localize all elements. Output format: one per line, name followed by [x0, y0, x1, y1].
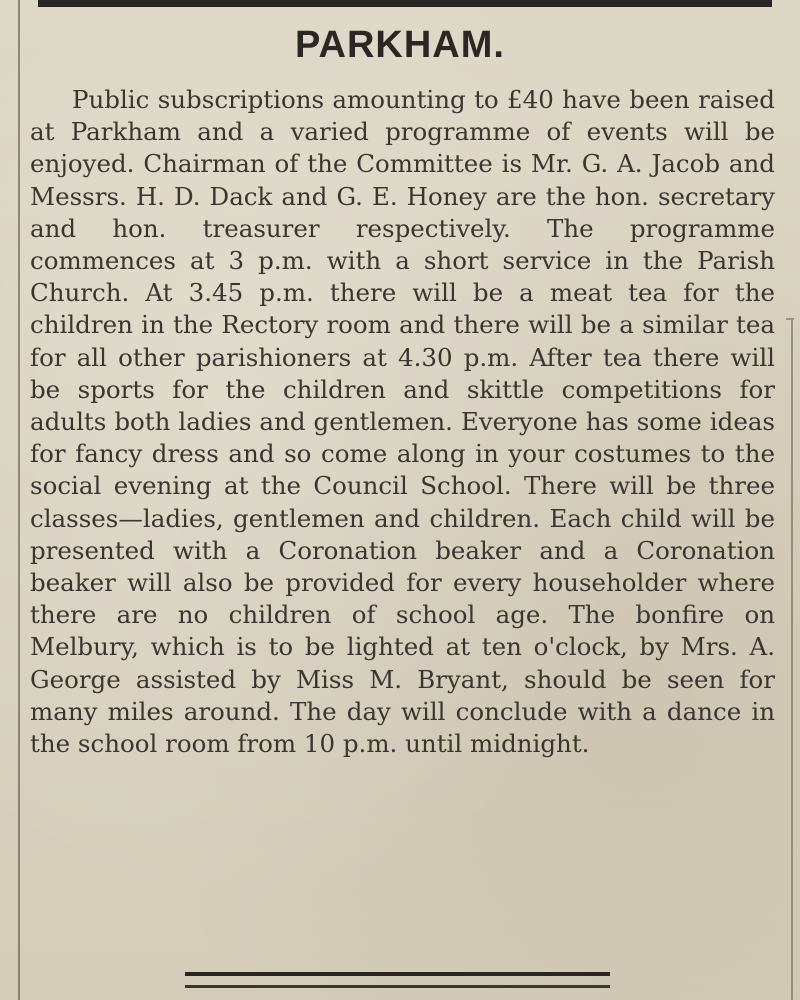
article-paragraph: Public subscriptions amounting to £40 have been raised at Parkham and a varied programme of events will be enjoyed. Chairman of the Committee is Mr. G. A. Jacob and Messrs. H. D. Dack and G. E. Honey are the hon. secretary and hon. treasurer respectively. The programme commences at 3 p.m. with a short service in the Parish Church. At 3.45 p.m. there will be a meat tea for the children in the Rectory room and there will be a similar tea for all other parishioners at 4.30 p.m. After tea there will be sports for the children and skittle competitions for adults both ladies and gentlemen. Everyone has some ideas for fancy dress and so come along in your costumes to the social evening at the Council School. There will be three classes—ladies, gentlemen and children. Each child will be presented with a Coronation beaker and a Coronation beaker will also be provided for every householder where there are no children of school age. The bonfire on Melbury, which is to be lighted at ten o'clock, by Mrs. A. George assisted by Miss M. Bryant, should be seen for many miles around. The day will conclude with a dance in the school room from 10 p.m. until midnight. [30, 85, 775, 759]
top-column-rule [38, 0, 772, 7]
right-column-tick [786, 318, 794, 320]
bottom-rule-thin [185, 985, 610, 988]
left-column-divider [18, 0, 20, 1000]
article-headline: PARKHAM. [295, 24, 505, 66]
bottom-rule-thick [185, 972, 610, 976]
right-column-divider [791, 320, 793, 1000]
article-body [30, 84, 775, 760]
